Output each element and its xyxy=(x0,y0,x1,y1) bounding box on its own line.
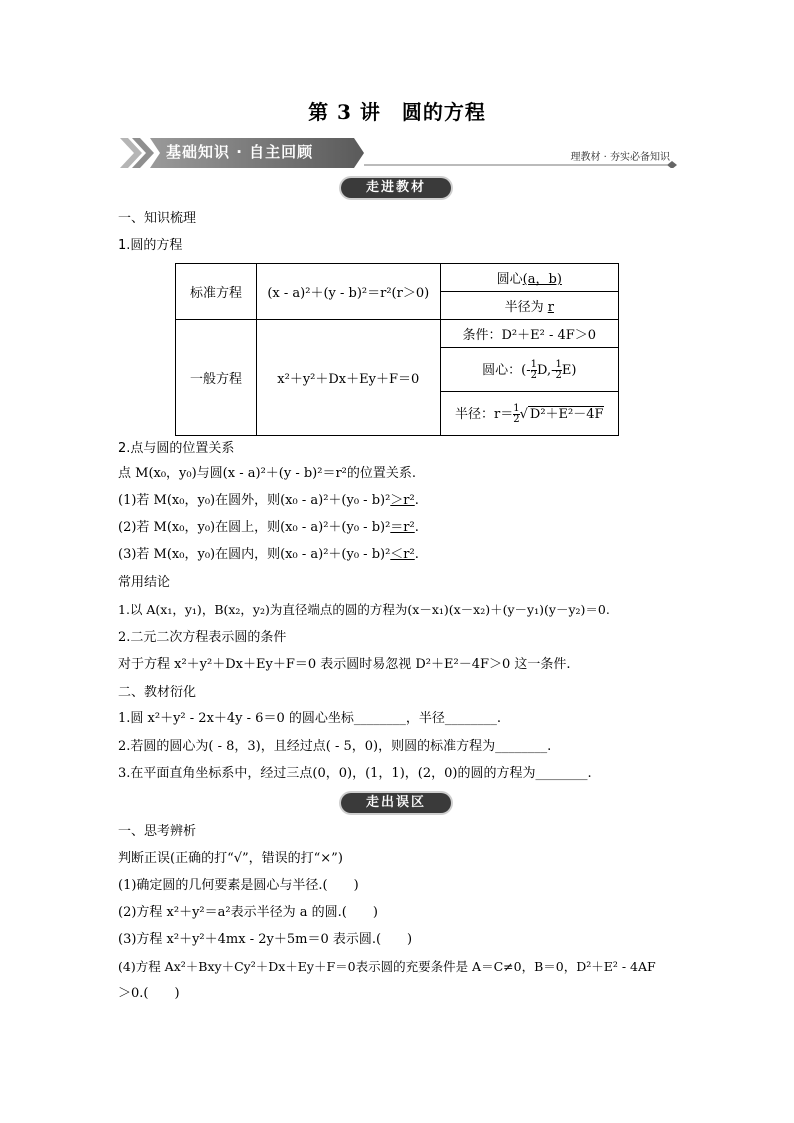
cell-gen-radius xyxy=(440,392,618,436)
subheading: 1.圆的方程 xyxy=(118,238,183,253)
answer: ＝r² xyxy=(390,520,415,535)
subheading: 常用结论 xyxy=(118,575,171,590)
text-line: (1)确定圆的几何要素是圆心与半径.( ) xyxy=(118,878,359,893)
text-line: (3)若 M(x₀，y₀)在圆内，则(x₀ - a)²＋(y₀ - b)²＜r². xyxy=(118,547,419,562)
subheading: 2.点与圆的位置关系 xyxy=(118,441,235,456)
center-label: 圆心 xyxy=(496,272,523,287)
banner-subtitle: 理教材 · 夯实必备知识 xyxy=(570,152,670,163)
gen-center-mid: D,- xyxy=(536,362,556,378)
circle-equation-table xyxy=(175,263,619,436)
sqrt-content: D²＋E²－4F xyxy=(529,406,604,422)
text-line: 点 M(x₀，y₀)与圆(x - a)²＋(y - b)²＝r²的位置关系. xyxy=(118,466,417,481)
cell-std-eq: (x - a)²＋(y - b)²＝r²(r＞0) xyxy=(257,264,441,320)
radius-label: 半径为 xyxy=(504,300,544,315)
text-line: 判断正误(正确的打“√”，错误的打“×”) xyxy=(118,851,343,866)
text-line: 1.圆 x²＋y² - 2x＋4y - 6＝0 的圆心坐标________，半径________. xyxy=(118,711,501,726)
cell-gen-label: 一般方程 xyxy=(176,320,257,436)
cell-gen-eq: x²＋y²＋Dx＋Ey＋F＝0 xyxy=(257,320,441,436)
text-line: (4)方程 Ax²＋Bxy＋Cy²＋Dx＋Ey＋F＝0表示圆的充要条件是 A＝C≠0，B＝0，D²＋E² - 4AF xyxy=(118,959,656,974)
cell-center xyxy=(440,264,618,292)
text-line: (2)若 M(x₀，y₀)在圆上，则(x₀ - a)²＋(y₀ - b)²＝r². xyxy=(118,520,419,535)
section-banner xyxy=(120,138,680,168)
gen-center-end: E) xyxy=(561,362,577,378)
text-line: 1.以 A(x₁，y₁)，B(x₂，y₂)为直径端点的圆的方程为(x－x₁)(x－x₂)＋(y－y₁)(y－y₂)＝0. xyxy=(118,602,610,617)
text-line: (1)若 M(x₀，y₀)在圆外，则(x₀ - a)²＋(y₀ - b)²＞r². xyxy=(118,493,419,508)
cell-gen-center xyxy=(440,348,618,392)
text-line: 2.若圆的圆心为( - 8，3)，且经过点( - 5，0)，则圆的标准方程为________. xyxy=(118,739,552,754)
radius-value: r xyxy=(547,300,554,315)
cell-radius xyxy=(440,292,618,320)
cell-std-label: 标准方程 xyxy=(176,264,257,320)
section-heading: 二、教材衍化 xyxy=(118,685,197,700)
fraction-half: $\frac{1}{2}$ xyxy=(530,358,537,381)
answer: ＞r² xyxy=(390,493,415,508)
fraction-half: $\frac{1}{2}$ xyxy=(555,358,562,381)
banner-title: 基础知识 · 自主回顾 xyxy=(166,143,314,161)
answer: ＜r² xyxy=(390,547,415,562)
center-value: (a，b) xyxy=(522,272,562,287)
text-line: 2.二元二次方程表示圆的条件 xyxy=(118,630,287,645)
text-line: (2)方程 x²＋y²＝a²表示半径为 a 的圆.( ) xyxy=(118,905,378,920)
gen-center-label: 圆心：(- xyxy=(482,362,531,378)
section-heading: 一、知识梳理 xyxy=(118,211,197,226)
page-title: 第 3 讲 圆的方程 xyxy=(308,100,486,124)
cell-condition: 条件：D²＋E² - 4F＞0 xyxy=(440,320,618,348)
section-heading: 一、思考辨析 xyxy=(118,824,197,839)
text-line: 对于方程 x²＋y²＋Dx＋Ey＋F＝0 表示圆时易忽视 D²＋E²－4F＞0 这一条件. xyxy=(118,657,571,672)
fraction-half: $\frac{1}{2}$ xyxy=(513,402,520,425)
gen-radius-label: 半径：r＝ xyxy=(455,406,514,422)
text-line: 3.在平面直角坐标系中，经过三点(0，0)，(1，1)，(2，0)的圆的方程为________. xyxy=(118,766,592,781)
sqrt-icon: √ xyxy=(519,406,528,422)
pill-zouchu: 走出误区 xyxy=(341,793,451,813)
text-line: ＞0.( ) xyxy=(118,986,180,1001)
pill-zoujin: 走进教材 xyxy=(341,178,451,198)
text-line: (3)方程 x²＋y²＋4mx - 2y＋5m＝0 表示圆.( ) xyxy=(118,932,413,947)
